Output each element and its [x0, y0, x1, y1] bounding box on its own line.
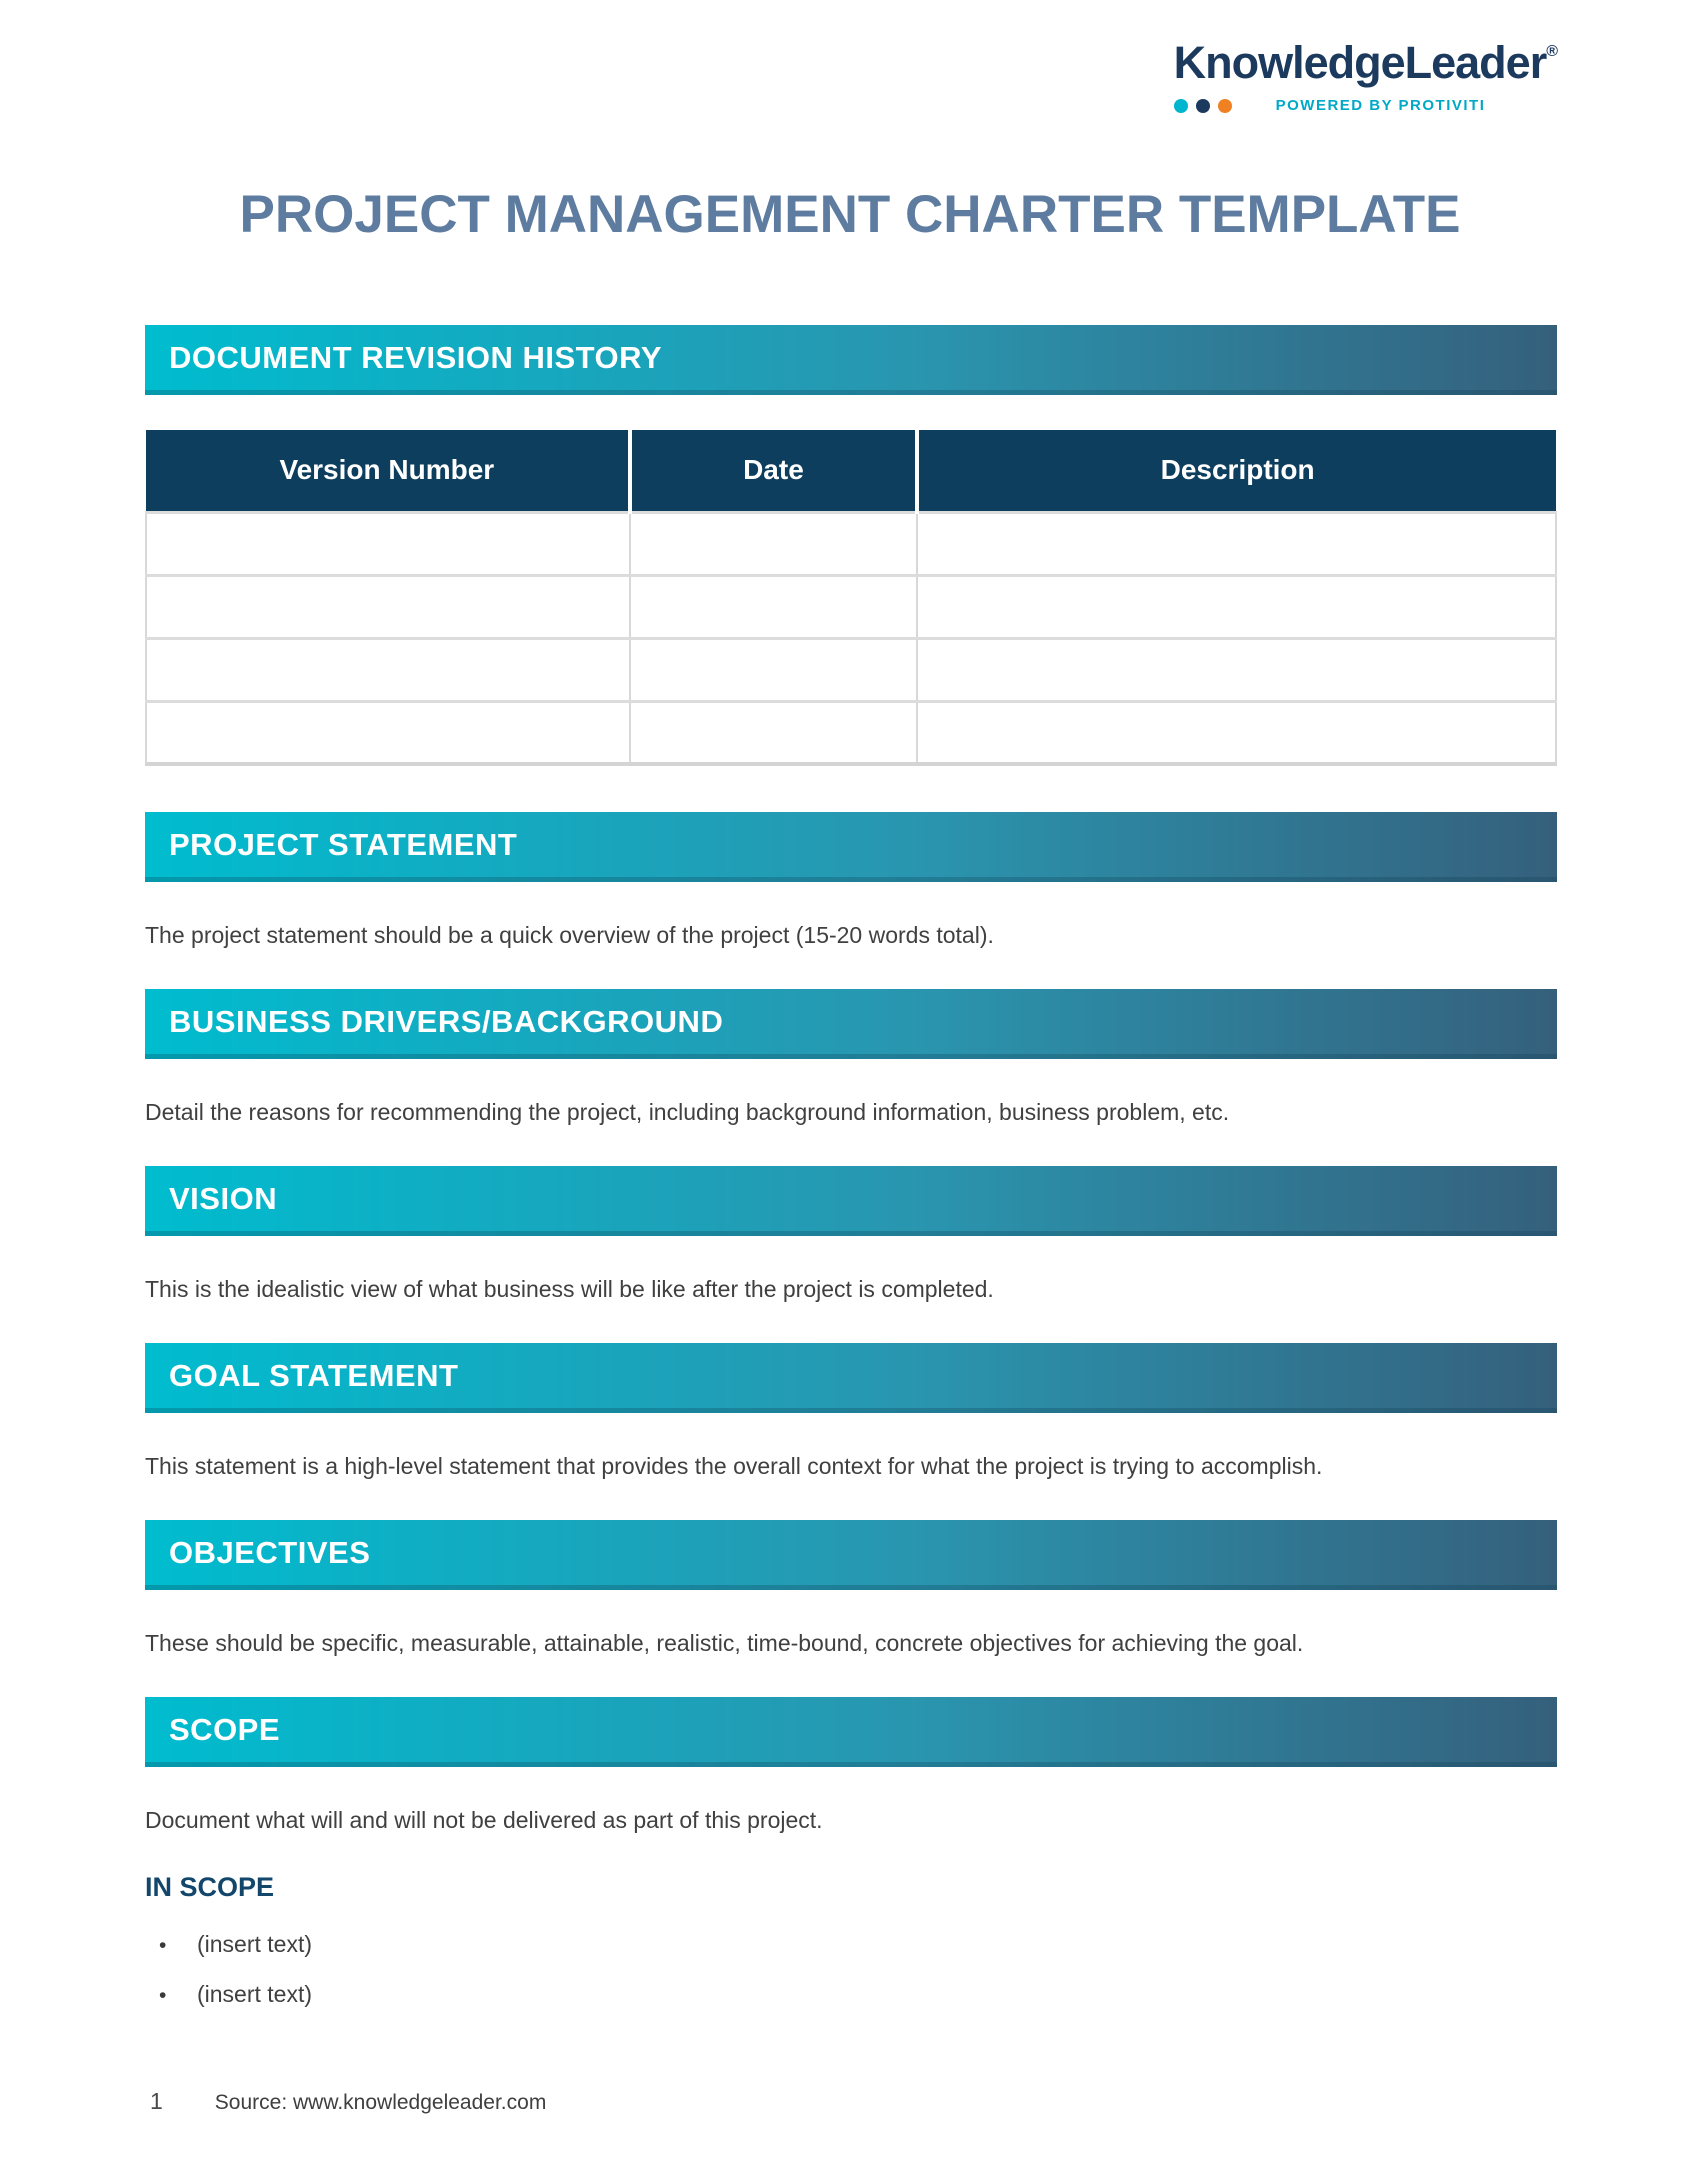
table-cell-empty [630, 638, 918, 701]
subheading-in-scope: IN SCOPE [145, 1872, 275, 1902]
revision-history-table [145, 430, 1557, 766]
document-content [145, 325, 1557, 2029]
page-title: PROJECT MANAGEMENT CHARTER TEMPLATE [239, 185, 1461, 244]
table-cell-empty [146, 638, 630, 701]
table-row [146, 701, 1556, 764]
list-item [145, 1929, 1557, 1961]
table-cell-empty [630, 512, 918, 575]
table-cell-empty [630, 575, 918, 638]
brand-dot-orange-icon [1218, 99, 1232, 113]
table-row [146, 575, 1556, 638]
section-body-objectives: These should be specific, measurable, attainable, realistic, time-bound, concrete objectives for achieving the goal. [145, 1630, 1304, 1656]
column-header-date: Date [630, 430, 918, 512]
table-cell-empty [917, 575, 1556, 638]
list-item-text: (insert text) [197, 1981, 313, 2007]
section-body-scope: Document what will and will not be delivered as part of this project. [145, 1807, 823, 1833]
list-item-text: (insert text) [197, 1931, 313, 1957]
section-banner-goal-statement [145, 1343, 1557, 1413]
section-heading: VISION [169, 1180, 278, 1216]
knowledgeleader-logo [1173, 37, 1558, 114]
logo-brand-name: KnowledgeLeader [1173, 37, 1547, 88]
section-heading: GOAL STATEMENT [169, 1357, 459, 1393]
brand-dot-cyan-icon [1174, 99, 1188, 113]
table-header-row [146, 430, 1556, 512]
in-scope-list [145, 1929, 1557, 2011]
list-item [145, 1979, 1557, 2011]
table-cell-empty [630, 701, 918, 764]
section-banner-objectives [145, 1520, 1557, 1590]
table-row [146, 512, 1556, 575]
section-heading: DOCUMENT REVISION HISTORY [169, 339, 663, 375]
section-banner-project-statement [145, 812, 1557, 882]
section-body-goal-statement: This statement is a high-level statement that provides the overall context for what the project is trying to accomplish. [145, 1453, 1323, 1479]
table-cell-empty [146, 701, 630, 764]
section-body-business-drivers: Detail the reasons for recommending the project, including background information, business problem, etc. [145, 1099, 1230, 1125]
section-banner-business-drivers [145, 989, 1557, 1059]
logo-tagline: POWERED BY PROTIVITI [1275, 97, 1486, 114]
logo-tagline-row [1174, 97, 1558, 114]
table-cell-empty [917, 638, 1556, 701]
section-banner-revision-history [145, 325, 1557, 395]
registered-trademark-icon: ® [1546, 43, 1558, 60]
section-banner-scope [145, 1697, 1557, 1767]
page-footer [150, 2088, 546, 2115]
page-number: 1 [150, 2088, 163, 2114]
table-row [146, 638, 1556, 701]
table-cell-empty [917, 512, 1556, 575]
bullet-icon: • [159, 1934, 167, 1957]
section-body-project-statement: The project statement should be a quick overview of the project (15-20 words total). [145, 922, 994, 948]
section-heading: PROJECT STATEMENT [169, 826, 518, 862]
logo-brand-text [1173, 37, 1558, 88]
column-header-description: Description [917, 430, 1556, 512]
table-cell-empty [146, 575, 630, 638]
column-header-version-number: Version Number [146, 430, 630, 512]
brand-dot-navy-icon [1196, 99, 1210, 113]
section-heading: BUSINESS DRIVERS/BACKGROUND [169, 1003, 724, 1039]
bullet-icon: • [159, 1984, 167, 2007]
table-cell-empty [146, 512, 630, 575]
source-text: Source: www.knowledgeleader.com [214, 2091, 547, 2114]
section-banner-vision [145, 1166, 1557, 1236]
section-body-vision: This is the idealistic view of what business will be like after the project is completed. [145, 1276, 994, 1302]
section-heading: OBJECTIVES [169, 1534, 371, 1570]
section-heading: SCOPE [169, 1711, 281, 1747]
table-cell-empty [917, 701, 1556, 764]
